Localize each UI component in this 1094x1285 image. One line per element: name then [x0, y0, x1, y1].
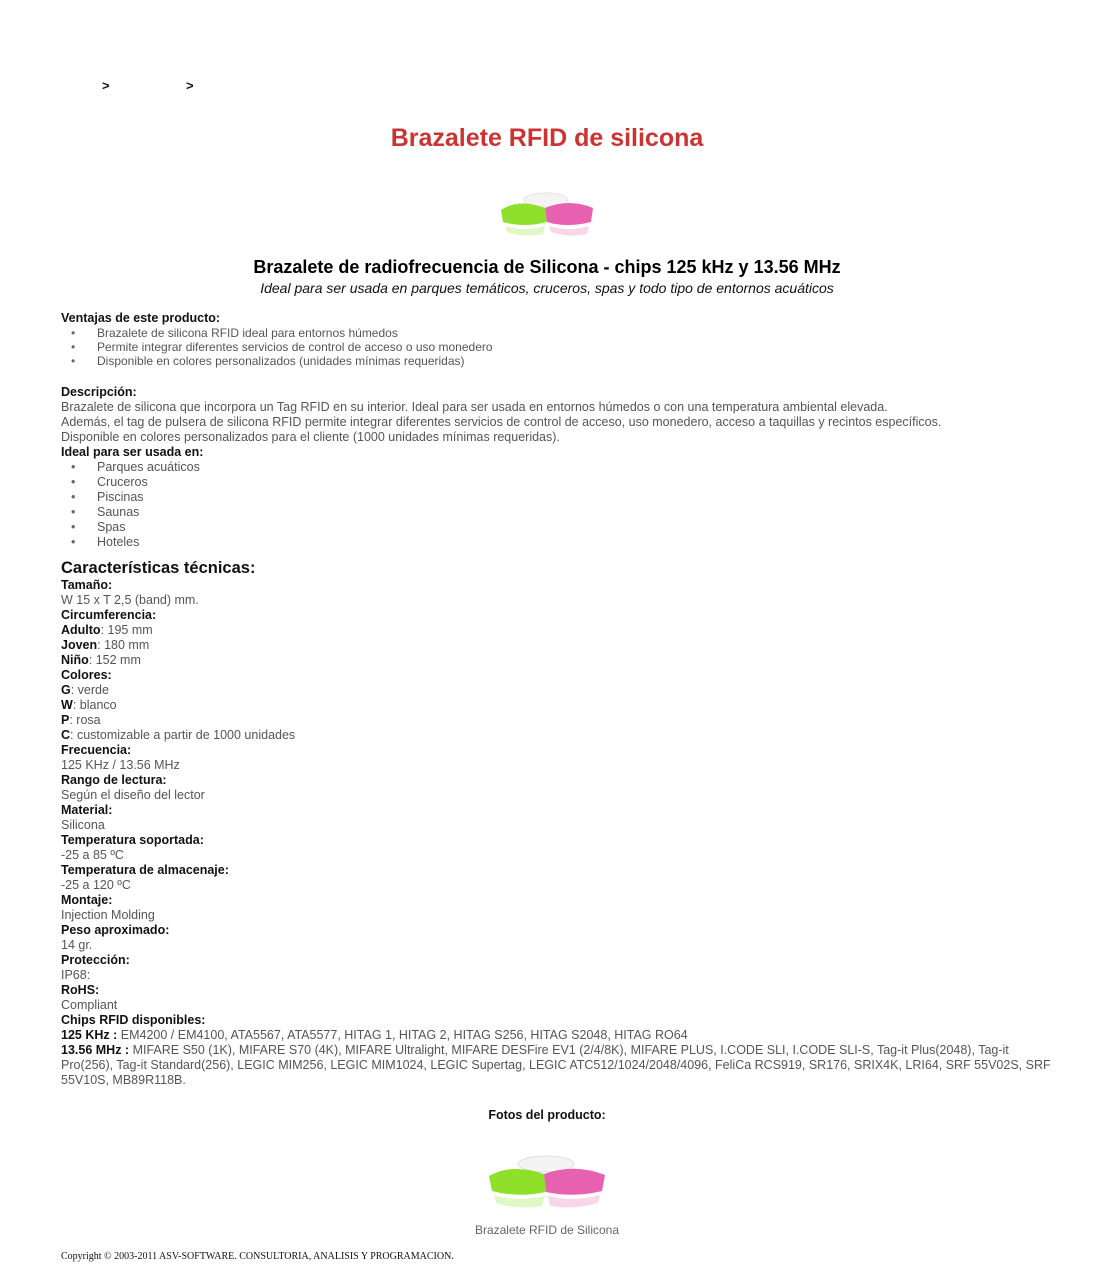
page-title: Brazalete RFID de silicona: [390, 124, 704, 152]
spec-label: Tamaño:: [61, 578, 113, 592]
spec-label: Colores:: [61, 668, 112, 682]
spec-value: MIFARE S50 (1K), MIFARE S70 (4K), MIFARE Ultralight, MIFARE DESFire EV1 (2/4/8K), MIFARE PLUS, I.CODE SLI, I.CODE SLI-S, Tag-it Plus(2048), Tag-it Pro(256), Tag-it Standard(256), LEGIC MIM256, LEGIC MIM1024, LEGIC Supertag, LEGIC ATC512/1024/2048/4096, FeliCa RCS919, SR176, SRIX4K, LRI64, SRF 55V02S, SRF 55V10S, MB89R118B.: [61, 1043, 1051, 1087]
spec-value: EM4200 / EM4100, ATA5567, ATA5577, HITAG 1, HITAG 2, HITAG S256, HITAG S2048, HITAG RO64: [117, 1028, 688, 1042]
spec-key: Adulto: [61, 623, 101, 637]
spec-value: : customizable a partir de 1000 unidades: [70, 728, 296, 742]
description-line: Además, el tag de pulsera de silicona RFID permite integrar diferentes servicios de control de acceso, uso monedero, acceso a taquillas y recintos específicos.: [61, 415, 942, 429]
spec-row: [61, 1028, 1051, 1043]
spec-value: Según el diseño del lector: [61, 788, 205, 802]
spec-label: RoHS:: [61, 983, 100, 997]
spec-row: [61, 698, 1051, 713]
breadcrumb-separator: >: [186, 78, 194, 93]
spec-label: Chips RFID disponibles:: [61, 1013, 206, 1027]
spec-row: [61, 638, 1051, 653]
spec-label: Montaje:: [61, 893, 113, 907]
spec-value: : 195 mm: [100, 623, 153, 637]
product-image: [497, 186, 597, 242]
spec-row: [61, 728, 1051, 743]
spec-row: [61, 1043, 1051, 1088]
spec-key: C: [61, 728, 71, 742]
spec-key: Niño: [61, 653, 89, 667]
list-item: • Permite integrar diferentes servicios de control de acceso o uso monedero: [61, 340, 1051, 354]
spec-label: Temperatura soportada:: [61, 833, 204, 847]
spec-row: [61, 683, 1051, 698]
ideal-list: [61, 460, 1051, 550]
spec-key: G: [61, 683, 71, 697]
product-subtitle: Brazalete de radiofrecuencia de Silicona - chips 125 kHz y 13.56 MHz: [253, 257, 841, 277]
advantages-list: [61, 326, 1051, 368]
spec-label: Peso aproximado:: [61, 923, 170, 937]
list-item: • Saunas: [61, 505, 1051, 520]
description-heading: Descripción:: [61, 385, 137, 399]
spec-label: Circumferencia:: [61, 608, 157, 622]
product-photo[interactable]: [486, 1150, 608, 1214]
spec-value: W 15 x T 2,5 (band) mm.: [61, 593, 199, 607]
description-line: Disponible en colores personalizados para el cliente (1000 unidades mínimas requeridas).: [61, 430, 560, 444]
photos-heading: Fotos del producto:: [488, 1108, 606, 1122]
spec-value: : 152 mm: [88, 653, 141, 667]
spec-row: [61, 713, 1051, 728]
spec-key: Joven: [61, 638, 98, 652]
spec-row: [61, 653, 1051, 668]
spec-value: Injection Molding: [61, 908, 155, 922]
spec-key: 125 KHz :: [61, 1028, 118, 1042]
spec-value: Compliant: [61, 998, 118, 1012]
spec-label: Material:: [61, 803, 113, 817]
advantages-heading: Ventajas de este producto:: [61, 311, 221, 325]
spec-value: Silicona: [61, 818, 105, 832]
list-item: • Cruceros: [61, 475, 1051, 490]
spec-row: [61, 623, 1051, 638]
spec-value: -25 a 85 ºC: [61, 848, 124, 862]
spec-value: 14 gr.: [61, 938, 93, 952]
product-details: [61, 311, 1051, 1088]
list-item: • Hoteles: [61, 535, 1051, 550]
photo-caption: Brazalete RFID de Silicona: [474, 1223, 620, 1237]
spec-value: -25 a 120 ºC: [61, 878, 131, 892]
product-tagline: Ideal para ser usada en parques temáticos, cruceros, spas y todo tipo de entornos acuáticos: [260, 280, 834, 296]
spec-label: Temperatura de almacenaje:: [61, 863, 229, 877]
list-item: • Piscinas: [61, 490, 1051, 505]
spec-value: : rosa: [69, 713, 101, 727]
spec-key: P: [61, 713, 70, 727]
spec-key: 13.56 MHz :: [61, 1043, 130, 1057]
spec-value: : verde: [70, 683, 109, 697]
list-item: • Spas: [61, 520, 1051, 535]
spec-value: IP68:: [61, 968, 91, 982]
spec-value: : 180 mm: [97, 638, 150, 652]
copyright-footer: Copyright © 2003-2011 ASV-SOFTWARE. CONSULTORIA, ANALISIS Y PROGRAMACION.: [61, 1251, 454, 1262]
ideal-heading: Ideal para ser usada en:: [61, 445, 204, 459]
spec-label: Frecuencia:: [61, 743, 132, 757]
spec-value: 125 KHz / 13.56 MHz: [61, 758, 180, 772]
spec-label: Protección:: [61, 953, 130, 967]
spec-value: : blanco: [72, 698, 117, 712]
spec-key: W: [61, 698, 73, 712]
specs-heading: Características técnicas:: [61, 559, 256, 577]
list-item: • Brazalete de silicona RFID ideal para entornos húmedos: [61, 326, 1051, 340]
breadcrumb-separator: >: [102, 78, 110, 93]
list-item: • Disponible en colores personalizados (unidades mínimas requeridas): [61, 354, 1051, 368]
description-line: Brazalete de silicona que incorpora un Tag RFID en su interior. Ideal para ser usada en entornos húmedos o con una temperatura ambiental elevada.: [61, 400, 888, 414]
list-item: • Parques acuáticos: [61, 460, 1051, 475]
spec-label: Rango de lectura:: [61, 773, 167, 787]
